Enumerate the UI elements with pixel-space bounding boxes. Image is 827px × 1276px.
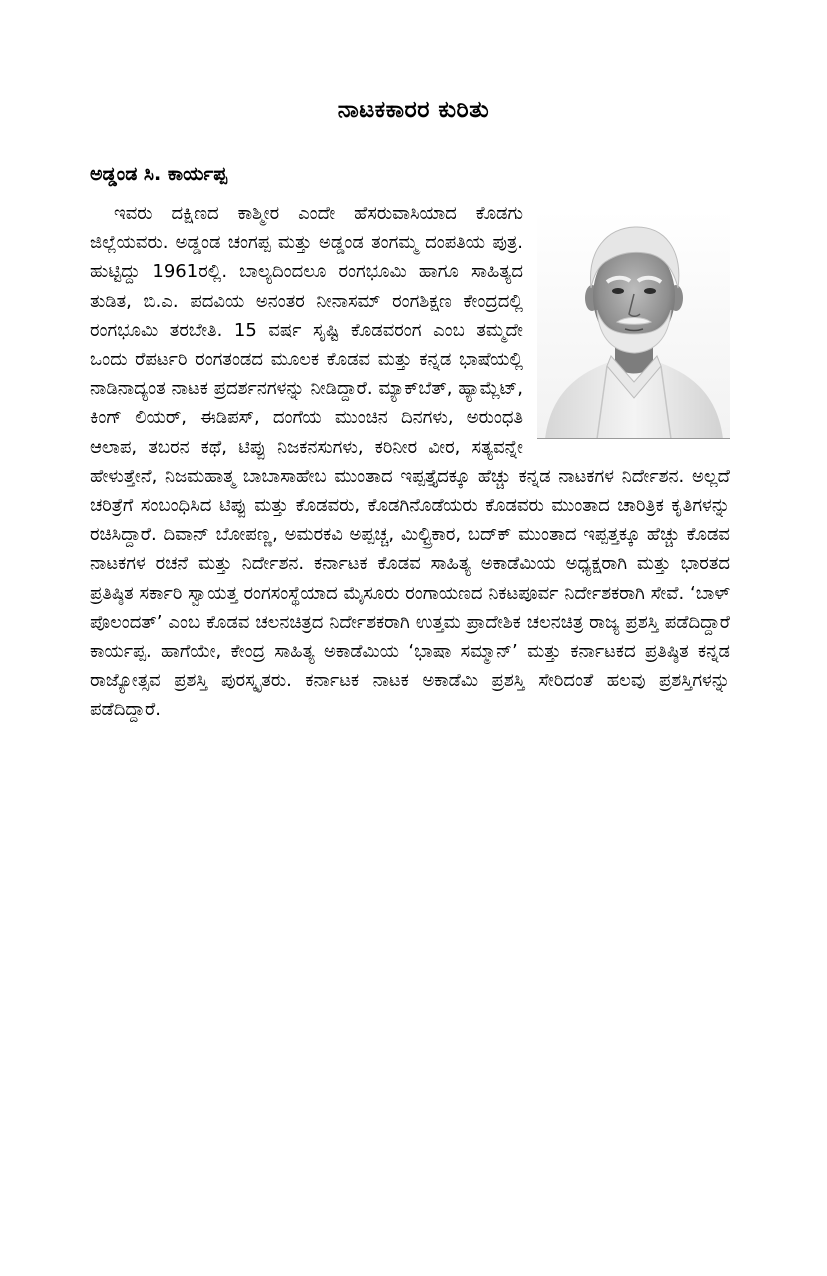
portrait-photo xyxy=(537,210,730,439)
author-name: ಅಡ್ಡಂಡ ಸಿ. ಕಾರ್ಯಪ್ಪ xyxy=(90,163,227,185)
page-title: ನಾಟಕಕಾರರ ಕುರಿತು xyxy=(337,97,490,123)
author-biography xyxy=(90,199,730,725)
biography-text: ಇವರು ದಕ್ಷಿಣದ ಕಾಶ್ಮೀರ ಎಂದೇ ಹೆಸರುವಾಸಿಯಾದ ಕೊಡಗು ಜಿಲ್ಲೆಯವರು. ಅಡ್ಡಂಡ ಚಂಗಪ್ಪ ಮತ್ತು ಅಡ್ಡಂಡ ತಂಗಮ್ಮ ದಂಪತಿಯ ಪುತ್ರ. ಹುಟ್ಟಿದ್ದು 1961ರಲ್ಲಿ. ಬಾಲ್ಯದಿಂದಲೂ ರಂಗಭೂಮಿ ಹಾಗೂ ಸಾಹಿತ್ಯದ ತುಡಿತ, ಬಿ.ಎ. ಪದವಿಯ ಅನಂತರ ನೀನಾಸಮ್ ರಂಗಶಿಕ್ಷಣ ಕೇಂದ್ರದಲ್ಲಿ ರಂಗಭೂಮಿ ತರಬೇತಿ. 15 ವರ್ಷ ಸೃಷ್ಟಿ ಕೊಡವರಂಗ ಎಂಬ ತಮ್ಮದೇ ಒಂದು ರೆಪರ್ಟರಿ ರಂಗತಂಡದ ಮೂಲಕ ಕೊಡವ ಮತ್ತು ಕನ್ನಡ ಭಾಷೆಯಲ್ಲಿ ನಾಡಿನಾದ್ಯಂತ ನಾಟಕ ಪ್ರದರ್ಶನಗಳನ್ನು ನೀಡಿದ್ದಾರೆ. ಮ್ಯಾಕ್‌ಬೆತ್, ಹ್ಯಾಮ್ಲೆಟ್, ಕಿಂಗ್ ಲಿಯರ್, ಈಡಿಪಸ್, ದಂಗೆಯ ಮುಂಚಿನ ದಿನಗಳು, ಅರುಂಧತಿ ಆಲಾಪ, ತಬರನ ಕಥೆ, ಟಿಪ್ಪು ನಿಜಕನಸುಗಳು, ಕರಿನೀರ ವೀರ, ಸತ್ಯವನ್ನೇ ಹೇಳುತ್ತೇನೆ, ನಿಜಮಹಾತ್ಮ ಬಾಬಾಸಾಹೇಬ ಮುಂತಾದ ಇಪ್ಪತ್ತೈದಕ್ಕೂ ಹೆಚ್ಚು ಕನ್ನಡ ನಾಟಕಗಳ ನಿರ್ದೇಶನ. ಅಲ್ಲದೆ ಚರಿತ್ರೆಗೆ ಸಂಬಂಧಿಸಿದ ಟಿಪ್ಪು ಮತ್ತು ಕೊಡವರು, ಕೊಡಗಿನೊಡೆಯರು ಕೊಡವರು ಮುಂತಾದ ಚಾರಿತ್ರಿಕ ಕೃತಿಗಳನ್ನು ರಚಿಸಿದ್ದಾರೆ. ದಿವಾನ್ ಬೋಪಣ್ಣ, ಅಮರಕವಿ ಅಪ್ಪಚ್ಚ, ಮಿಲ್ಟ್ರಿಕಾರ, ಬದ್‌ಕ್ ಮುಂತಾದ ಇಪ್ಪತ್ತಕ್ಕೂ ಹೆಚ್ಚು ಕೊಡವ ನಾಟಕಗಳ ರಚನೆ ಮತ್ತು ನಿರ್ದೇಶನ. ಕರ್ನಾಟಕ ಕೊಡವ ಸಾಹಿತ್ಯ ಅಕಾಡೆಮಿಯ ಅಧ್ಯಕ್ಷರಾಗಿ ಮತ್ತು ಭಾರತದ ಪ್ರತಿಷ್ಠಿತ ಸರ್ಕಾರಿ ಸ್ವಾಯತ್ತ ರಂಗಸಂಸ್ಥೆಯಾದ ಮೈಸೂರು ರಂಗಾಯಣದ ನಿಕಟಪೂರ್ವ ನಿರ್ದೇಶಕರಾಗಿ ಸೇವೆ. ‘ಬಾಳ್ ಪೊಲಂದತ್’ ಎಂಬ ಕೊಡವ ಚಲನಚಿತ್ರದ ನಿರ್ದೇಶಕರಾಗಿ ಉತ್ತಮ ಪ್ರಾದೇಶಿಕ ಚಲನಚಿತ್ರ ರಾಜ್ಯ ಪ್ರಶಸ್ತಿ ಪಡೆದಿದ್ದಾರೆ ಕಾರ್ಯಪ್ಪ. ಹಾಗೆಯೇ, ಕೇಂದ್ರ ಸಾಹಿತ್ಯ ಅಕಾಡೆಮಿಯ ‘ಭಾಷಾ ಸಮ್ಮಾನ್’ ಮತ್ತು ಕರ್ನಾಟಕದ ಪ್ರತಿಷ್ಠಿತ ಕನ್ನಡ ರಾಜ್ಯೋತ್ಸವ ಪ್ರಶಸ್ತಿ ಪುರಸ್ಕೃತರು. ಕರ್ನಾಟಕ ನಾಟಕ ಅಕಾಡೆಮಿ ಪ್ರಶಸ್ತಿ ಸೇರಿದಂತೆ ಹಲವು ಪ್ರಶಸ್ತಿಗಳನ್ನು ಪಡೆದಿದ್ದಾರೆ. xyxy=(90,203,730,721)
